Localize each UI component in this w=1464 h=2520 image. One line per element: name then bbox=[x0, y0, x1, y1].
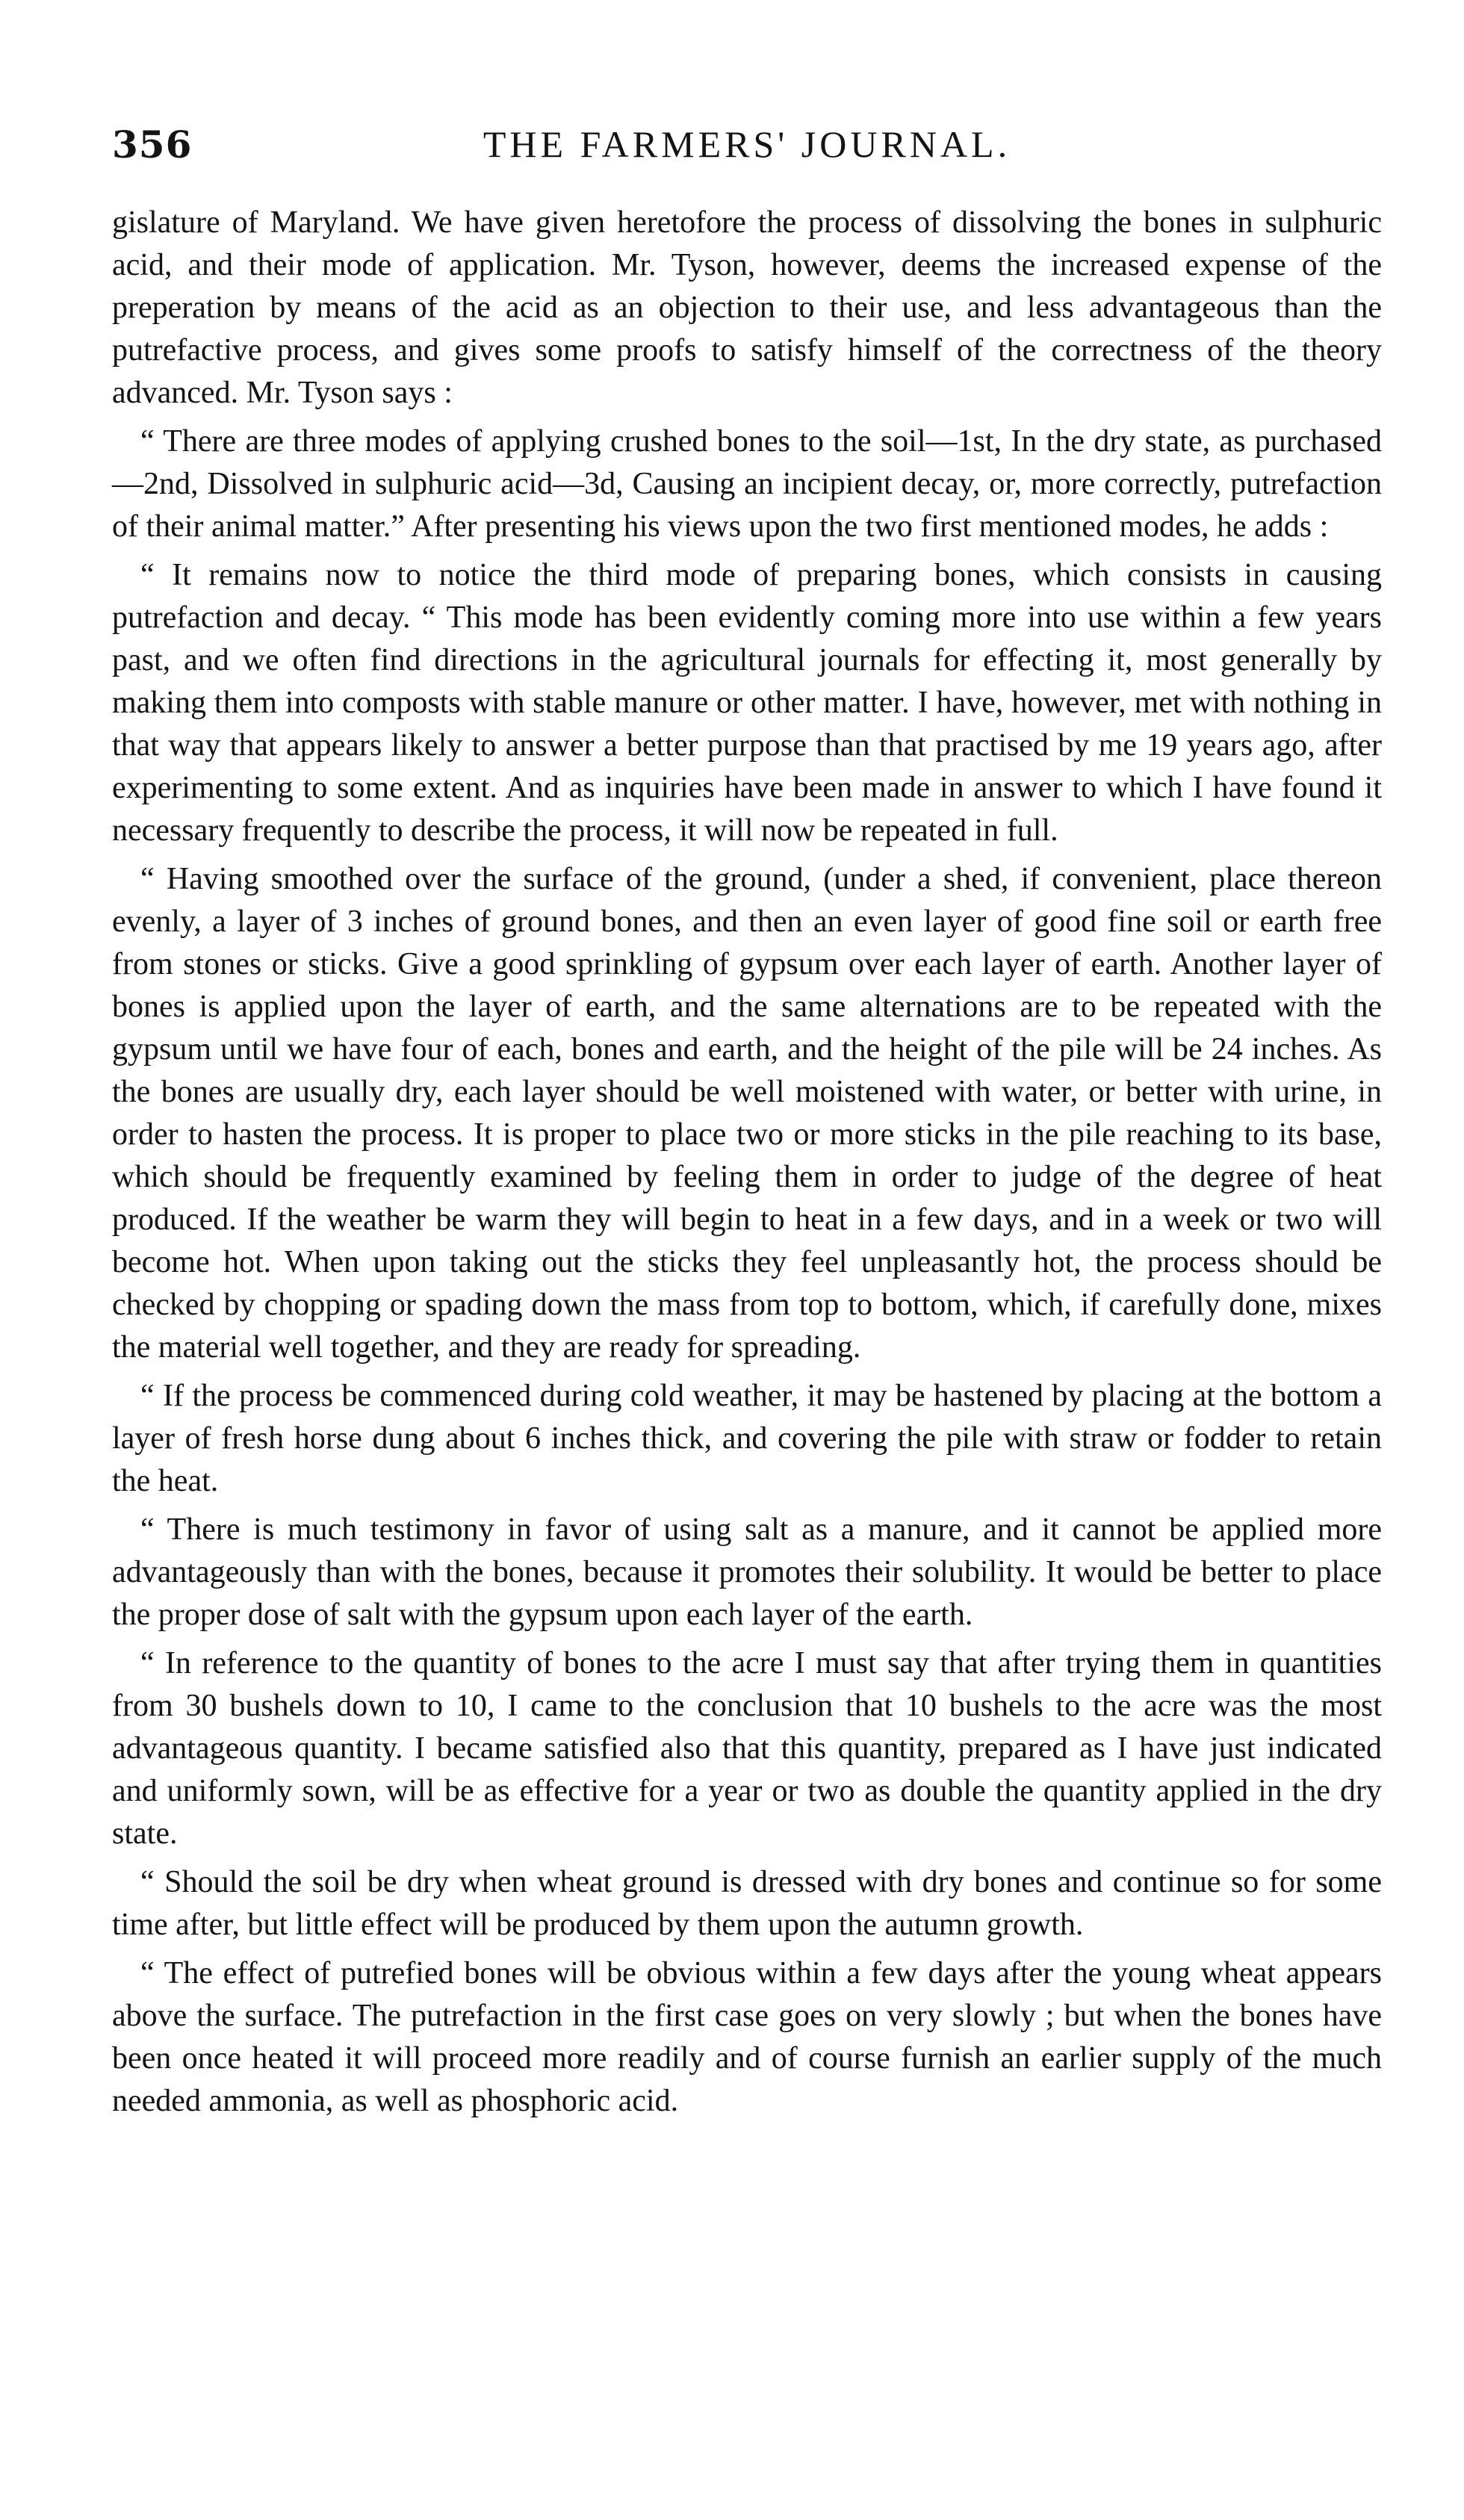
journal-page bbox=[112, 112, 1382, 2442]
paragraph-cold-weather: “ If the process be commenced during cold weather, it may be hastened by placing at the bottom a layer of fresh horse dung about 6 inches thick, and covering the pile with straw or fodder to retain the heat. bbox=[112, 1379, 1382, 1498]
running-head bbox=[112, 112, 1382, 179]
journal-title: THE FARMERS' JOURNAL. bbox=[483, 123, 1011, 165]
article-body bbox=[112, 202, 1382, 2123]
paragraph-continuation: gislature of Maryland. We have given heretofore the process of dissolving the bones in sulphuric acid, and their mode of application. Mr. Tyson, however, deems the increased expense of the preperation by means of the acid as an objection to their use, and less advantageous than the putrefactive process, and gives some proofs to satisfy himself of the correctness of the theory advanced. Mr. Tyson says : bbox=[112, 205, 1382, 410]
paragraph-effect: “ The effect of putrefied bones will be obvious within a few days after the young wheat appears above the surface. The putrefaction in the first case goes on very slowly ; but when the bones have been once heated it will proceed more readily and of course furnish an earlier supply of the much needed ammonia, as well as phosphoric acid. bbox=[112, 1956, 1382, 2118]
paragraph-dry-soil: “ Should the soil be dry when wheat ground is dressed with dry bones and continue so for some time after, but little effect will be produced by them upon the autumn growth. bbox=[112, 1865, 1382, 1942]
paragraph-salt: “ There is much testimony in favor of using salt as a manure, and it cannot be applied more advantageously than with the bones, because it promotes their solubility. It would be better to place the proper dose of salt with the gypsum upon each layer of the earth. bbox=[112, 1512, 1382, 1632]
page-number: 356 bbox=[112, 122, 193, 167]
paragraph-quote-modes: “ There are three modes of applying crushed bones to the soil—1st, In the dry state, as purchased—2nd, Dissolved in sulphuric acid—3d, Causing an incipient decay, or, more correctly, putrefaction of their animal matter.” After presenting his views upon the two first mentioned modes, he adds : bbox=[112, 424, 1382, 544]
paragraph-procedure: “ Having smoothed over the surface of the ground, (under a shed, if convenient, place thereon evenly, a layer of 3 inches of ground bones, and then an even layer of good fine soil or earth free from stones or sticks. Give a good sprinkling of gypsum over each layer of earth. Another layer of bones is applied upon the layer of earth, and the same alternations are to be repeated with the gypsum until we have four of each, bones and earth, and the height of the pile will be 24 inches. As the bones are usually dry, each layer should be well moistened with water, or better with urine, in order to hasten the process. It is proper to place two or more sticks in the pile reaching to its base, which should be frequently examined by feeling them in order to judge of the degree of heat produced. If the weather be warm they will begin to heat in a few days, and in a week or two will become hot. When upon taking out the sticks they feel unpleasantly hot, the process should be checked by chopping or spading down the mass from top to bottom, which, if carefully done, mixes the material well together, and they are ready for spreading. bbox=[112, 862, 1382, 1365]
paragraph-third-mode: “ It remains now to notice the third mode of preparing bones, which consists in causing putrefaction and decay. “ This mode has been evidently coming more into use within a few years past, and we often find directions in the agricultural journals for effecting it, most generally by making them into composts with stable manure or other matter. I have, however, met with nothing in that way that appears likely to answer a better purpose than that practised by me 19 years ago, after experimenting to some extent. And as inquiries have been made in answer to which I have found it necessary frequently to describe the process, it will now be repeated in full. bbox=[112, 558, 1382, 848]
paragraph-quantity: “ In reference to the quantity of bones to the acre I must say that after trying them in quantities from 30 bushels down to 10, I came to the conclusion that 10 bushels to the acre was the most advantageous quantity. I became satisfied also that this quantity, prepared as I have just indicated and uniformly sown, will be as effective for a year or two as double the quantity applied in the dry state. bbox=[112, 1646, 1382, 1851]
